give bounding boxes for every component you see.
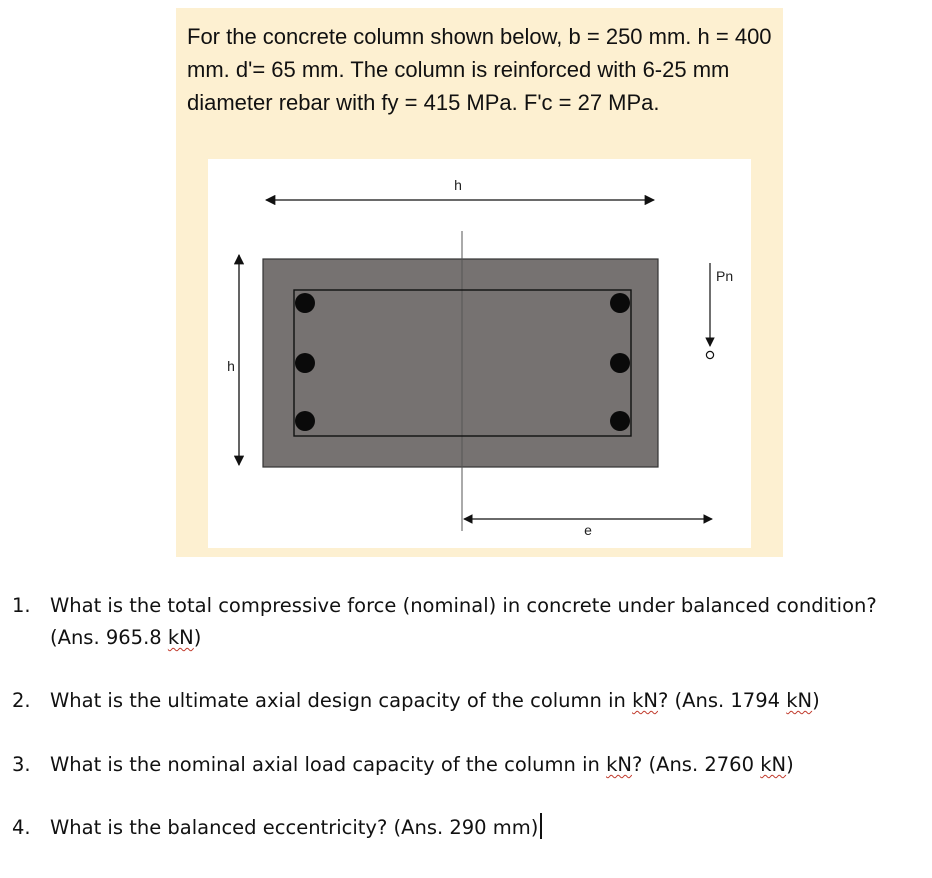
question-1 — [12, 590, 922, 654]
question-number: 4. — [12, 816, 31, 839]
question-text: What is the total compressive force (nominal) in concrete under balanced condition? (Ans. 965.8 kN) — [50, 594, 877, 649]
question-number: 2. — [12, 689, 31, 712]
question-text[interactable]: What is the balanced eccentricity? (Ans. 290 mm) — [50, 812, 922, 844]
problem-box — [176, 8, 783, 557]
misspell-underline: kN — [760, 753, 787, 776]
pn-label: Pn — [716, 268, 734, 284]
question-number: 3. — [12, 753, 31, 776]
misspell-underline: kN — [606, 753, 632, 776]
rebar-top-left — [295, 293, 315, 313]
rebar-top-right — [610, 293, 630, 313]
misspell-underline: kN — [632, 689, 658, 712]
column-section-figure — [208, 159, 751, 548]
question-4[interactable] — [12, 812, 922, 844]
misspell-underline: kN — [786, 689, 813, 712]
column-section-diagram — [208, 159, 751, 548]
rebar-bottom-right — [610, 411, 630, 431]
misspell-underline: kN — [167, 626, 194, 649]
text-cursor — [540, 813, 542, 839]
question-number: 1. — [12, 594, 31, 617]
question-2 — [12, 685, 922, 717]
pn-load-point — [706, 351, 713, 358]
left-h-label: h — [227, 358, 235, 374]
question-text: What is the ultimate axial design capacity of the column in kN? (Ans. 1794 kN) — [50, 689, 820, 712]
question-3 — [12, 749, 922, 781]
problem-statement: For the concrete column shown below, b = 250 mm. h = 400 mm. d'= 65 mm. The column is reinforced with 6-25 mm diameter rebar with fy = 415 MPa. F'c = 27 MPa. — [187, 24, 772, 115]
e-label: e — [584, 522, 592, 538]
top-h-label: h — [454, 177, 462, 193]
rebar-mid-right — [610, 353, 630, 373]
rebar-mid-left — [295, 353, 315, 373]
question-text: What is the nominal axial load capacity of the column in kN? (Ans. 2760 kN) — [50, 753, 794, 776]
rebar-bottom-left — [295, 411, 315, 431]
